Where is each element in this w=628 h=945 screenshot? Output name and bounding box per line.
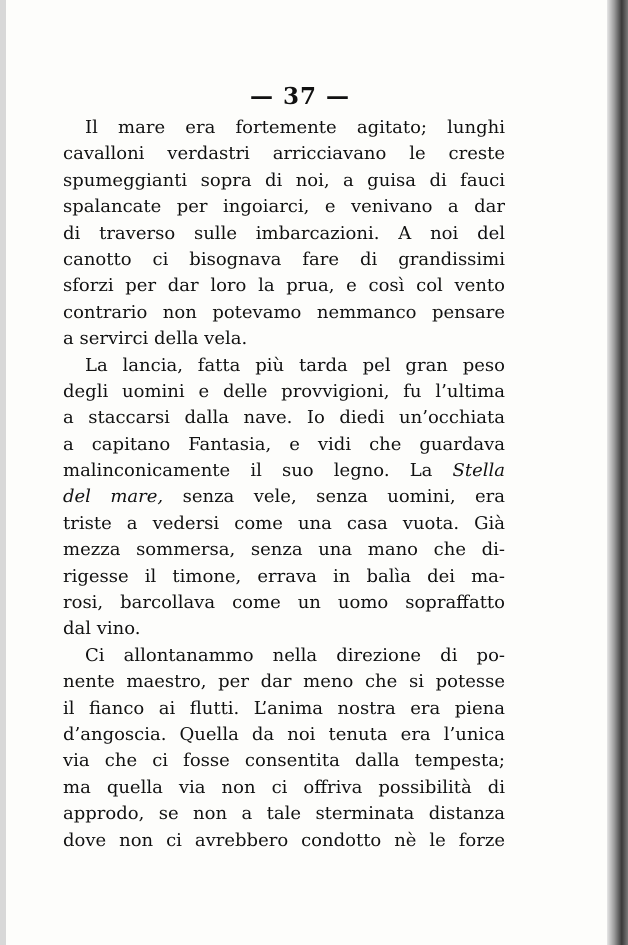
text-line: rosi, barcollava come un uomo sopraffatto — [63, 592, 505, 614]
text-line: Ci allontanammo nella direzione di po- — [85, 644, 505, 666]
text-line: a capitano Fantasia, e vidi che guardava — [63, 433, 505, 455]
text-line: nente maestro, per dar meno che si potesse — [63, 671, 505, 693]
page-number: — 37 — — [249, 83, 351, 110]
text-line: cavalloni verdastri arricciavano le creste — [63, 143, 505, 165]
text-line: mezza sommersa, senza una mano che di- — [63, 539, 505, 561]
page-left-edge — [0, 0, 6, 945]
text-line: spumeggianti sopra di noi, a guisa di fauci — [63, 169, 505, 191]
text-line: ma quella via non ci offriva possibilità di — [63, 776, 505, 798]
text-line: triste a vedersi come una casa vuota. Già — [63, 512, 505, 534]
text-line: di traverso sulle imbarcazioni. A noi del — [63, 222, 505, 244]
italic-title: del mare, — [63, 486, 164, 508]
text-segment: senza vele, senza uomini, era — [163, 486, 505, 508]
text-line: canotto ci bisognava fare di grandissimi — [63, 248, 505, 270]
body-text — [63, 115, 505, 854]
text-line: degli uomini e delle provvigioni, fu l’ultima — [63, 380, 505, 402]
text-line — [63, 484, 505, 510]
text-line: il fianco ai flutti. L’anima nostra era piena — [63, 697, 505, 719]
text-line: dove non ci avrebbero condotto nè le forze — [63, 829, 505, 851]
text-line: sforzi per dar loro la prua, e così col vento — [63, 275, 505, 297]
page-binding-edge — [607, 0, 628, 945]
text-line: dal vino. — [63, 618, 141, 640]
italic-title: Stella — [452, 460, 505, 482]
text-line: contrario non potevamo nemmanco pensare — [63, 301, 505, 323]
text-line: spalancate per ingoiarci, e venivano a dar — [63, 196, 505, 218]
text-line: La lancia, fatta più tarda pel gran peso — [85, 354, 505, 376]
text-line — [63, 458, 505, 484]
text-line: Il mare era fortemente agitato; lunghi — [85, 117, 505, 138]
text-segment: malinconicamente il suo legno. La — [63, 460, 453, 482]
text-line: rigesse il timone, errava in balìa dei ma- — [63, 565, 505, 587]
text-line: approdo, se non a tale sterminata distanza — [63, 803, 505, 825]
text-line: a servirci della vela. — [63, 328, 248, 350]
text-line: a staccarsi dalla nave. Io diedi un’occhiata — [63, 407, 505, 429]
text-line: via che ci fosse consentita dalla tempesta; — [63, 750, 505, 772]
text-line: d’angoscia. Quella da noi tenuta era l’unica — [63, 723, 505, 745]
